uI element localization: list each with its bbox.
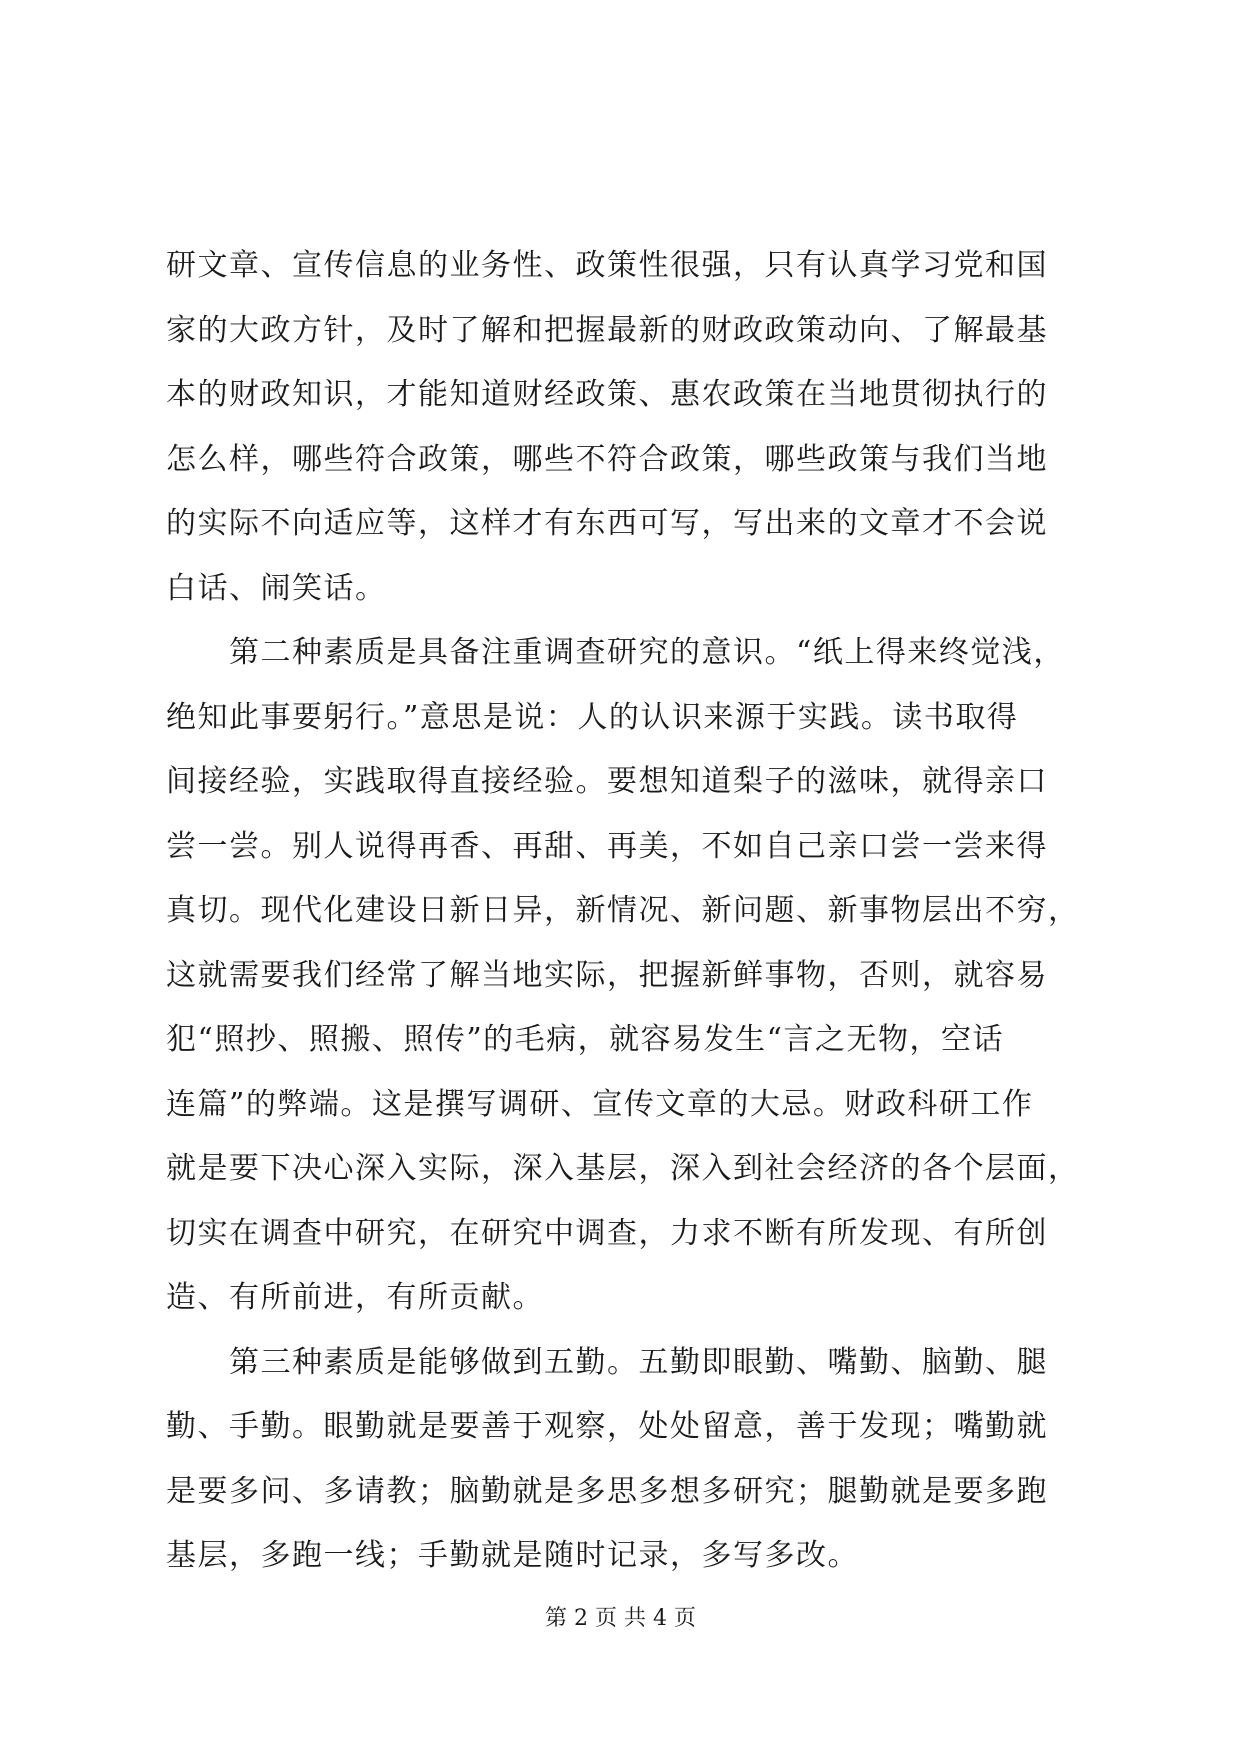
text-line: 是要多问、多请教；脑勤就是多思多想多研究；腿勤就是要多跑 (166, 1473, 1048, 1509)
text-line: 绝知此事要躬行。”意思是说：人的认识来源于实践。读书取得 (166, 699, 1019, 735)
page-number-footer: 第 2 页 共 4 页 (545, 1606, 696, 1631)
text-line: 基层，多跑一线；手勤就是随时记录，多写多改。 (166, 1538, 859, 1573)
text-line: 研文章、宣传信息的业务性、政策性很强，只有认真学习党和国 (166, 248, 1048, 283)
text-line: 白话、闹笑话。 (166, 570, 387, 606)
paragraph-start-line: 第三种素质是能够做到五勤。五勤即眼勤、嘴勤、脑勤、腿 (166, 1344, 1048, 1380)
text-line: 这就需要我们经常了解当地实际，把握新鲜事物，否则，就容易 (166, 957, 1048, 993)
paragraph-start-line: 第二种素质是具备注重调查研究的意识。“纸上得来终觉浅， (166, 635, 1065, 670)
document-body (166, 234, 1080, 1589)
text-line: 的实际不向适应等，这样才有东西可写，写出来的文章才不会说 (166, 506, 1048, 541)
text-line: 家的大政方针，及时了解和把握最新的财政政策动向、了解最基 (166, 312, 1048, 348)
text-line: 间接经验，实践取得直接经验。要想知道梨子的滋味，就得亲口 (166, 764, 1048, 799)
text-line: 造、有所前进，有所贡献。 (166, 1280, 544, 1315)
text-line: 真切。现代化建设日新日异，新情况、新问题、新事物层出不穷， (166, 893, 1080, 928)
text-line: 切实在调查中研究，在研究中调查，力求不断有所发现、有所创 (166, 1215, 1048, 1251)
text-line: 本的财政知识，才能知道财经政策、惠农政策在当地贯彻执行的 (166, 377, 1048, 412)
text-line: 尝一尝。别人说得再香、再甜、再美，不如自己亲口尝一尝来得 (166, 828, 1048, 864)
text-line: 勤、手勤。眼勤就是要善于观察，处处留意，善于发现；嘴勤就 (166, 1409, 1048, 1444)
text-line: 怎么样，哪些符合政策，哪些不符合政策，哪些政策与我们当地 (166, 441, 1048, 477)
text-line: 连篇”的弊端。这是撰写调研、宣传文章的大忌。财政科研工作 (166, 1086, 1034, 1122)
text-line: 犯“照抄、照搬、照传”的毛病，就容易发生“言之无物，空话 (166, 1022, 1005, 1057)
text-line: 就是要下决心深入实际，深入基层，深入到社会经济的各个层面， (166, 1151, 1080, 1186)
